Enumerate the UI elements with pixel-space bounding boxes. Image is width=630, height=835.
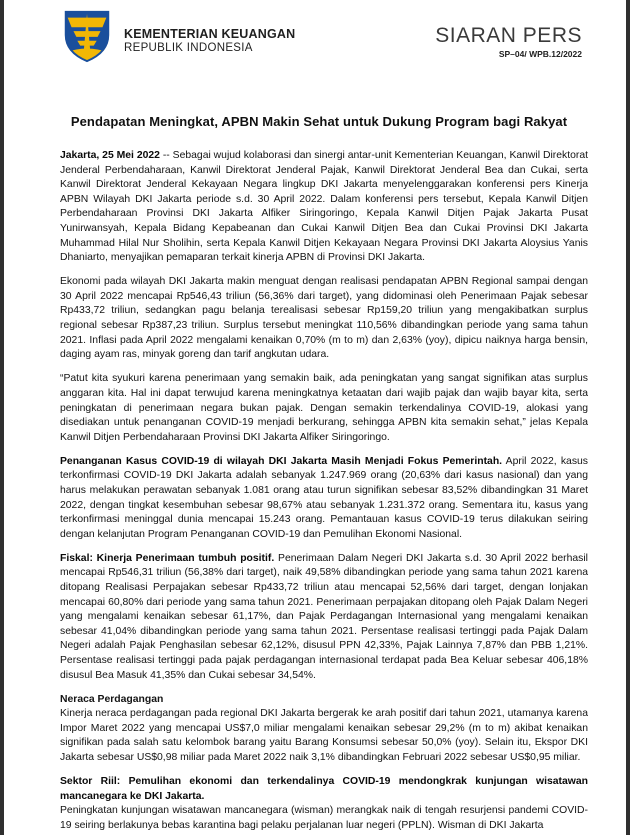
ministry-name [124, 27, 295, 55]
paragraph-covid [60, 455, 588, 543]
paragraph-quote: “Patut kita syukuri karena penerimaan yang semakin baik, ada peningkatan yang sangat signifikan atas surplus anggaran kita. Hal ini dapat terwujud karena meningkatnya ketaatan dari wajib pajak dan wajib bayar kita, serta peningkatan di penerimaan negara bukan pajak. Dengan semakin terkendalinya COVID-19, alokasi yang disediakan untuk penanganan COVID-19 menjadi berkurang, sehingga APBN kita semakin sehat,” jelas Kepala Kanwil Ditjen Perbendaharaan Provinsi DKI Jakarta Alfiker Siringoringo. [60, 373, 588, 443]
press-release-page [4, 0, 626, 835]
kemenkeu-emblem-icon [58, 6, 116, 64]
article-body [60, 149, 588, 834]
paragraph-text: Peningkatan kunjungan wisatawan mancanegara (wisman) merangkak naik di tengah resurjensi pandemi COVID-19 seiring berlakunya bebas karantina bagi pelaku perjalanan luar negeri (PPLN). Wisman di DKI Jakarta [60, 805, 588, 831]
paragraph-trade: Kinerja neraca perdagangan pada regional DKI Jakarta bergerak ke arah positif dari tahun 2021, utamanya karena Impor Maret 2022 yang mencapai US$7,0 miliar mengalami kenaikan sebesar 29,2% (m to m) akibat kenaikan signifikan pada salah satu kelombok barang yaitu Barang Konsumsi sebesar 50,0% (yoy). Selain itu, Ekspor DKI Jakarta sebesar US$0,98 miliar pada Maret 2022 naik 3,1% dibandingkan Februari 2022 sebesar US$0,95 miliar. [60, 708, 588, 764]
press-release-label [435, 24, 582, 60]
paragraph-real-sector [60, 775, 588, 833]
document-title: Pendapatan Meningkat, APBN Makin Sehat untuk Dukung Program bagi Rakyat [70, 114, 568, 129]
paragraph-economy: Ekonomi pada wilayah DKI Jakarta makin menguat dengan realisasi pendapatan APBN Regional sampai dengan 30 April 2022 mencapai Rp546,43 triliun (56,36% dari target), yang didominasi oleh Penerimaan Pajak sebesar Rp433,72 triliun, sedangkan pagu belanja terealisasi sebesar Rp159,20 triliun yang mengakibatkan surplus regional sebesar Rp387,23 triliun. Surplus tersebut meningkat 110,56% dibandingkan periode yang sama tahun 2021. Inflasi pada April 2022 mengalami kenaikan 0,70% (m to m) dan 2,63% (yoy), dipicu naiknya harga bensin, daging ayam ras, minyak goreng dan tarif angkutan udara. [60, 276, 588, 361]
section-heading-trade: Neraca Perdagangan [60, 693, 164, 705]
paragraph-fiscal [60, 552, 588, 683]
section-lead-covid: Penanganan Kasus COVID-19 di wilayah DKI Jakarta Masih Menjadi Fokus Pemerintah. [60, 455, 503, 467]
paragraph-opening [60, 149, 588, 266]
release-number: SP–04/ WPB.12/2022 [498, 49, 582, 59]
release-type: SIARAN PERS [435, 24, 582, 47]
paragraph-text: April 2022, kasus terkonfirmasi COVID-19 DKI Jakarta adalah sebanyak 1.247.969 orang (20,63% dari kasus nasional) dan yang harus melakukan perawatan sebanyak 1.081 orang atau turun signifikan sebesar 83,52% dibandingkan 31 Maret 2022, dengan tingkat kesembuhan sebesar 98,67% atau sebanyak 1.231.372 orang. Sementara itu, kasus yang terkonfirmasi meninggal dunia mencapai 15.243 orang. Pemantauan kasus COVID-19 terus dilakukan seiring dengan kelanjutan Program Penanganan COVID-19 dan Pemulihan Ekonomi Nasional. [60, 455, 588, 540]
ministry-name-line1: KEMENTERIAN KEUANGAN [124, 27, 296, 41]
letterhead [4, 0, 626, 70]
paragraph-text: -- Sebagai wujud kolaborasi dan sinergi antar-unit Kementerian Keuangan, Kanwil Direktorat Jenderal Perbendaharaan, Kanwil Direktorat Jenderal Pajak, Kanwil Direktorat Jenderal Bea dan Cukai, serta Kanwil Direktorat Jenderal Kekayaan Negara lingkup DKI Jakarta menyelenggarakan konferensi pers Kinerja APBN Wilayah DKI Jakarta periode s.d. 30 April 2022. Dalam konferensi pers tersebut, Kepala Kanwil Ditjen Perbendaharaan Provinsi DKI Jakarta Alfiker Siringoringo, Kepala Kanwil Ditjen Pajak Jakarta Pusat Yunirwansyah, Kepala Bidang Kepabeanan dan Cukai Kanwil Ditjen Bea dan Cukai Provinsi DKI Jakarta Muhammad Hilal Nur Sholihin, serta Kepala Kanwil Ditjen Kekayaan Negara Provinsi DKI Jakarta Aloysius Yanis Dhaniarto, menyajikan pemaparan terkait kinerja APBN di Provinsi DKI Jakarta. [60, 150, 588, 264]
section-lead-real-sector: Sektor Riil: Pemulihan ekonomi dan terkendalinya COVID-19 mendongkrak kunjungan wisatawan mancanegara ke DKI Jakarta. [60, 776, 588, 802]
section-lead-fiscal: Fiskal: Kinerja Penerimaan tumbuh positif. [60, 552, 275, 564]
paragraph-text: Penerimaan Dalam Negeri DKI Jakarta s.d. 30 April 2022 berhasil mencapai Rp546,31 triliun (56,38% dari target), naik 49,58% dibandingkan periode yang sama tahun 2021 karena ditopang Realisasi Perpajakan sebesar Rp433,72 triliun atau mencapai 52,56% dari target, dengan lonjakan mencapai 60,80% dari periode yang sama tahun 2021. Penerimaan perpajakan ditopang oleh Pajak Dalam Negeri yang mengalami kenaikan sebesar 61,17%, dan Pajak Perdagangan Internasional yang mengalami kenaikan sebesar 41,04% dibandingkan periode yang sama tahun 2021. Persentase realisasi tertinggi pada Pajak Dalam Negeri adalah Pajak Penghasilan sebesar 62,12%, disusul PPN 42,33%, Pajak Lainnya 7,87% dan PBB 1,21%. Persentase realisasi tertinggi pada pajak perdagangan internasional terdapat pada Bea Keluar sebesar 406,18% disusul Bea Masuk 41,35% dan Cukai sebesar 34,54%. [60, 552, 588, 681]
ministry-name-line2: REPUBLIK INDONESIA [124, 42, 253, 54]
dateline: Jakarta, 25 Mei 2022 [60, 150, 160, 161]
